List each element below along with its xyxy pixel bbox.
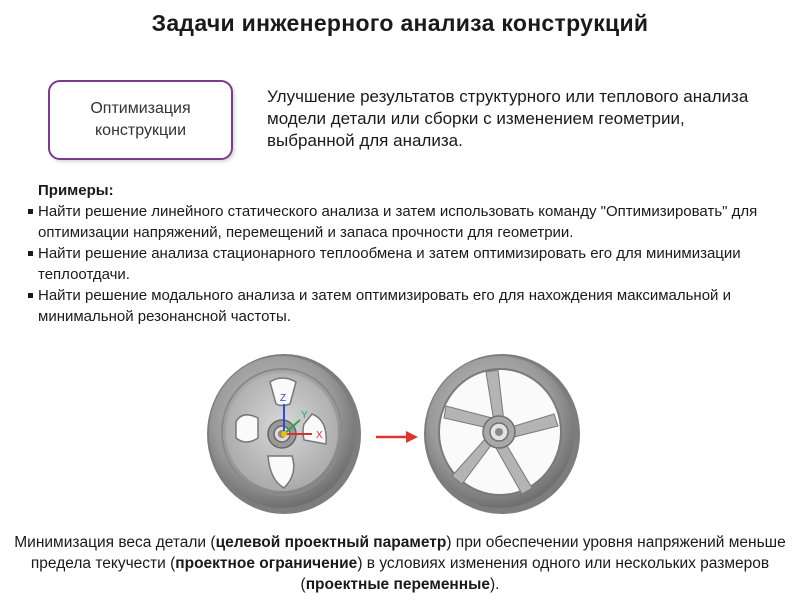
caption-design-constraint: проектное ограничение — [175, 555, 358, 572]
transform-arrow — [376, 431, 418, 443]
page-title: Задачи инженерного анализа конструкций — [151, 10, 649, 36]
figure-caption — [10, 532, 790, 595]
caption-text-3: ) в условиях изменения одного или нескольких размеров ( — [300, 555, 770, 593]
examples-section — [26, 180, 766, 327]
example-item: Найти решение анализа стационарного теплообмена и затем оптимизировать его для минимизации теплоотдачи. — [26, 243, 766, 285]
optimization-box-line2: конструкции — [95, 122, 186, 139]
y-axis-label: Y — [301, 410, 308, 421]
z-axis-label: Z — [280, 393, 287, 404]
caption-design-variables: проектные переменные — [305, 576, 491, 593]
example-item: Найти решение модального анализа и затем оптимизировать его для нахождения максимальной и минимальной резонансной частоты. — [26, 285, 766, 327]
example-item: Найти решение линейного статического анализа и затем использовать команду "Оптимизировать" для оптимизации напряжений, перемещений и запаса прочности для геометрии. — [26, 201, 766, 243]
caption-target-parameter: целевой проектный параметр — [215, 534, 447, 551]
description-text: Улучшение результатов структурного или теплового анализа модели детали или сборки с изменением геометрии, выбранной для анализа. — [267, 87, 749, 150]
caption-text-2: ) при обеспечении уровня напряжений меньше предела текучести ( — [30, 534, 786, 572]
x-axis-label: X — [316, 430, 323, 441]
optimization-box — [48, 80, 233, 160]
optimized-wheel — [424, 354, 580, 514]
optimization-box-line1: Оптимизация — [90, 100, 191, 117]
caption-text-4: ). — [490, 576, 500, 593]
examples-list — [26, 201, 766, 327]
examples-heading: Примеры: — [38, 182, 114, 199]
optimization-figure — [200, 352, 600, 522]
original-wheel — [207, 354, 361, 514]
caption-text-1: Минимизация веса детали ( — [14, 534, 216, 551]
